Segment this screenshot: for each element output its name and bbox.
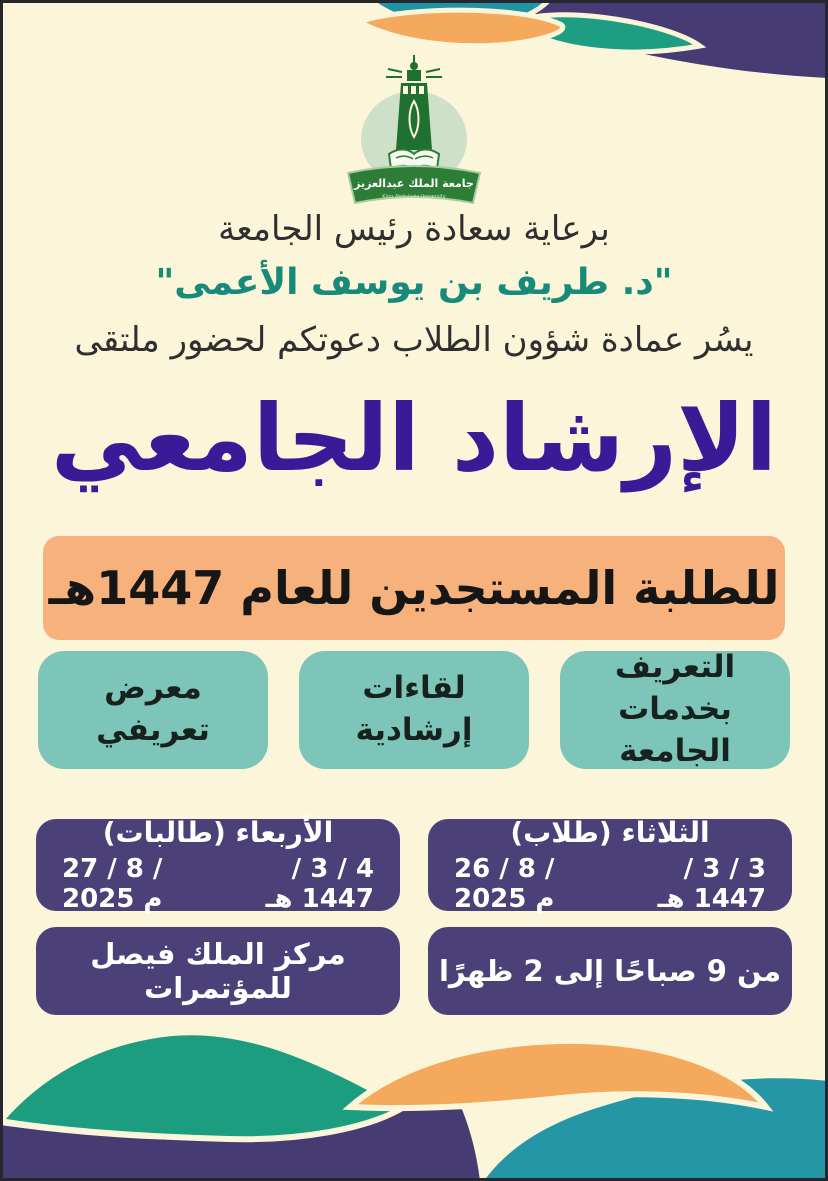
logo-banner-text: جامعة الملك عبدالعزيز [354,177,474,190]
feature-card-meetings: لقاءات إرشادية [299,651,529,769]
logo-lamp [407,70,421,81]
logo-subtext: King Abdulaziz University [382,194,446,200]
audience-banner: للطلبة المستجدين للعام 1447هـ [43,536,785,640]
logo-tower-windows [403,86,424,94]
schedule-card-tuesday [428,816,792,914]
bottom-wave-green [0,1032,404,1139]
details-row [36,927,792,1015]
intro-block [3,209,825,360]
feature-card-exhibition: معرض تعريفي [38,651,268,769]
invitation-line: يسُر عمادة شؤون الطلاب دعوتكم لحضور ملتقى [74,320,754,360]
patronage-line: برعاية سعادة رئيس الجامعة [218,209,610,249]
hijri-date: 4 / 3 / 1447 هـ [265,854,374,914]
schedule-day: الأربعاء (طالبات) [102,816,334,849]
feature-card-services: التعريف بخدمات الجامعة [560,651,790,769]
bottom-wave-orange [350,1041,766,1108]
top-wave-orange [360,10,563,46]
event-title: الإرشاد الجامعي [50,385,778,492]
schedule-day: الثلاثاء (طلاب) [510,816,710,849]
bottom-wave-decoration [0,1013,828,1181]
schedule-row [36,816,792,914]
gregorian-date: 27 / 8 / 2025 م [62,854,163,914]
logo-lamp-dome [410,62,418,70]
gregorian-date: 26 / 8 / 2025 م [454,854,555,914]
schedule-dates [62,854,374,914]
event-time-card: من 9 صباحًا إلى 2 ظهرًا [428,927,792,1015]
schedule-dates [454,854,766,914]
university-logo [328,53,500,205]
features-row [38,651,790,769]
event-venue-card: مركز الملك فيصل للمؤتمرات [36,927,400,1015]
president-name: "د. طريف بن يوسف الأعمى" [155,262,673,303]
hijri-date: 3 / 3 / 1447 هـ [657,854,766,914]
schedule-card-wednesday [36,816,400,914]
